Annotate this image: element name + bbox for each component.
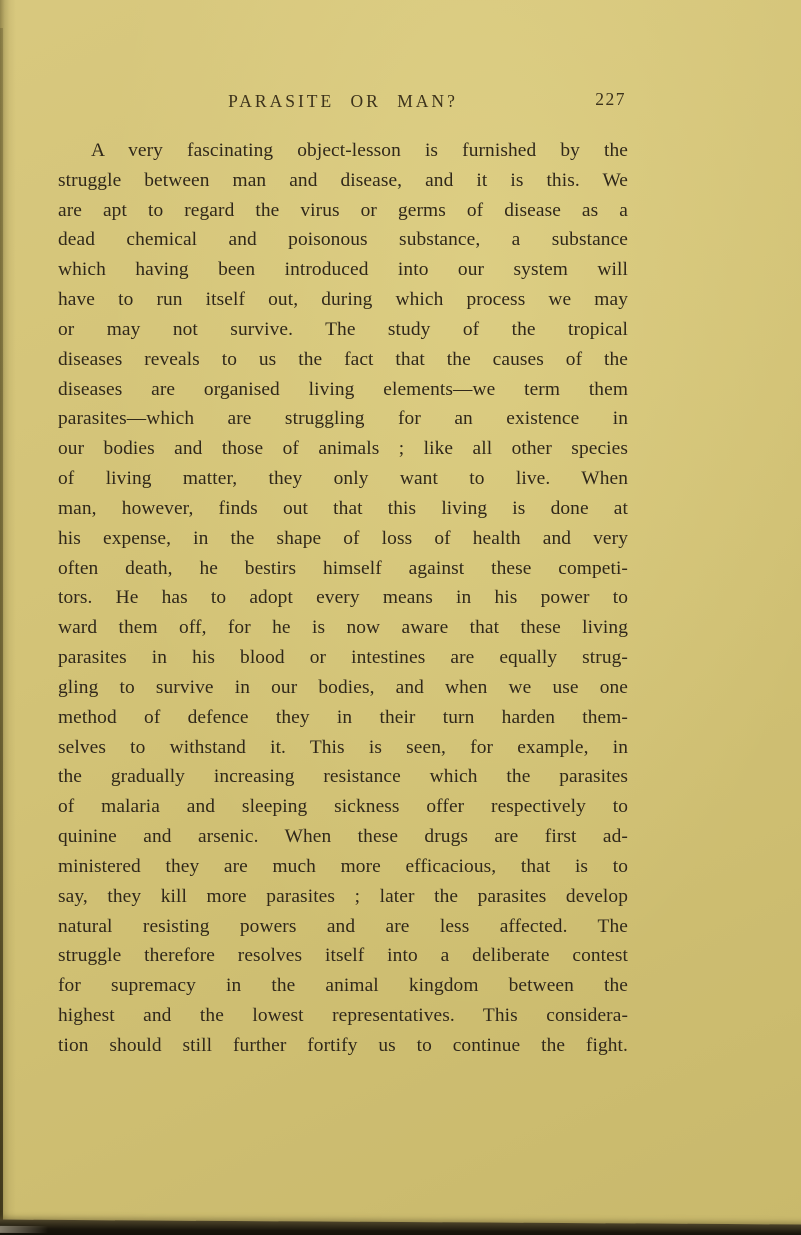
text-line: parasites—which are struggling for an existence in [58, 408, 628, 430]
text-line: dead chemical and poisonous substance, a substance [58, 229, 628, 251]
text-line: parasites in his blood or intestines are equally strug- [58, 647, 628, 669]
text-line: struggle between man and disease, and it is this. We [58, 169, 628, 191]
text-line: for supremacy in the animal kingdom between the [58, 975, 628, 997]
text-line: have to run itself out, during which process we may [58, 289, 628, 311]
text-line: ministered they are much more efficacious, that is to [58, 855, 628, 877]
text-line: often death, he bestirs himself against these competi- [58, 557, 628, 579]
page-left-edge-dark-line [0, 28, 3, 1235]
text-line: natural resisting powers and are less affected. The [58, 915, 628, 937]
text-line: selves to withstand it. This is seen, for example, in [58, 736, 628, 758]
page-body-paragraph [58, 136, 628, 1061]
text-line: or may not survive. The study of the tropical [58, 318, 628, 340]
text-line: say, they kill more parasites ; later the parasites develop [58, 885, 628, 907]
text-line: tion should still further fortify us to continue the fight. [58, 1034, 628, 1056]
text-line: method of defence they in their turn harden them- [58, 706, 628, 728]
text-line: struggle therefore resolves itself into a deliberate contest [58, 945, 628, 967]
text-line: of living matter, they only want to live. When [58, 468, 628, 490]
text-line: tors. He has to adopt every means in his power to [58, 587, 628, 609]
text-line: gling to survive in our bodies, and when we use one [58, 676, 628, 698]
running-head-title: PARASITE OR MAN? [228, 91, 458, 111]
bottom-left-smudge [0, 1226, 48, 1233]
book-bottom-edge [0, 1220, 801, 1235]
text-line: of malaria and sleeping sickness offer respectively to [58, 796, 628, 818]
text-line: diseases reveals to us the fact that the causes of the [58, 348, 628, 370]
page-number: 227 [595, 89, 626, 109]
text-line: man, however, finds out that this living is done at [58, 497, 628, 519]
text-line: ward them off, for he is now aware that these living [58, 617, 628, 639]
text-line: which having been introduced into our system will [58, 259, 628, 281]
text-line: highest and the lowest representatives. This considera- [58, 1005, 628, 1027]
text-line: are apt to regard the virus or germs of disease as a [58, 199, 628, 221]
text-line: A very fascinating object-lesson is furnished by the [91, 140, 628, 161]
text-line: his expense, in the shape of loss of health and very [58, 527, 628, 549]
text-line: diseases are organised living elements—we term them [58, 378, 628, 400]
text-line: quinine and arsenic. When these drugs are first ad- [58, 826, 628, 848]
page-header [58, 91, 628, 117]
text-line: the gradually increasing resistance which the parasites [58, 766, 628, 788]
text-line: our bodies and those of animals ; like all other species [58, 438, 628, 460]
